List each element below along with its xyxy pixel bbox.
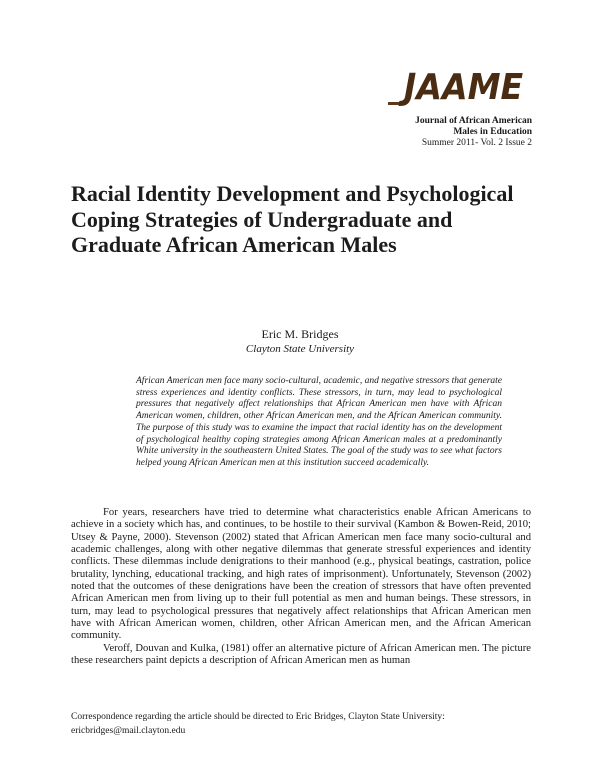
journal-issue: Summer 2011- Vol. 2 Issue 2 [421, 138, 532, 148]
correspondence-note [71, 711, 491, 738]
journal-name-line1: Journal of African American [415, 116, 532, 126]
correspondence-email[interactable]: ericbridges@mail.clayton.edu [71, 725, 186, 736]
author-name: Eric M. Bridges [261, 327, 339, 341]
body-text [71, 507, 531, 667]
body-paragraph: Veroff, Douvan and Kulka, (1981) offer an alternative picture of African American men. The picture these researchers paint depicts a description of African American men as human [71, 642, 531, 667]
article-title: Racial Identity Development and Psychological Coping Strategies of Undergraduate and Graduate African American Males [71, 181, 514, 257]
abstract: African American men face many socio-cultural, academic, and negative stressors that generate stress experiences and identity conflicts. These stressors, in turn, may lead to psychological pressures that negatively affect relationships that African American men have with African American women, children, other African American men, and the African American community. The purpose of this study was to examine the impact that racial identity has on the development of psychological healthy coping strategies among African American males at a predominantly White university in the southeastern United States. The goal of the study was to see what factors helped young African American men at this institution succeed academically. [136, 376, 502, 468]
body-paragraph: For years, researchers have tried to determine what characteristics enable African Americans to achieve in a society which has, and continues, to be hostile to their survival (Kambon & Bowen-Reid, 2010; Utsey & Payne, 2000). Stevenson (2002) stated that African American men face many socio-cultural and academic challenges, along with other negative dilemmas that generate stressful experiences and identity conflicts. These dilemmas include denigrations to their manhood (e.g., physical beatings, castration, police brutality, lynching, educational tracking, and high rates of imprisonment). Unfortunately, Stevenson (2002) noted that the outcomes of these denigrations have been the creation of stressors that have often prevented African American men from living up to their full potential as men and human beings. These stressors, in turn, may lead to psychological pressures that negatively affect relationships that African American men have with African American women, children, other African American men, and the African American community. [71, 507, 531, 642]
journal-logo [388, 67, 538, 110]
correspondence-text: Correspondence regarding the article should be directed to Eric Bridges, Clayton State University: [71, 712, 445, 722]
author-affiliation: Clayton State University [245, 343, 355, 355]
journal-name-line2: Males in Education [453, 127, 532, 137]
logo-text: JAAME [404, 67, 524, 108]
